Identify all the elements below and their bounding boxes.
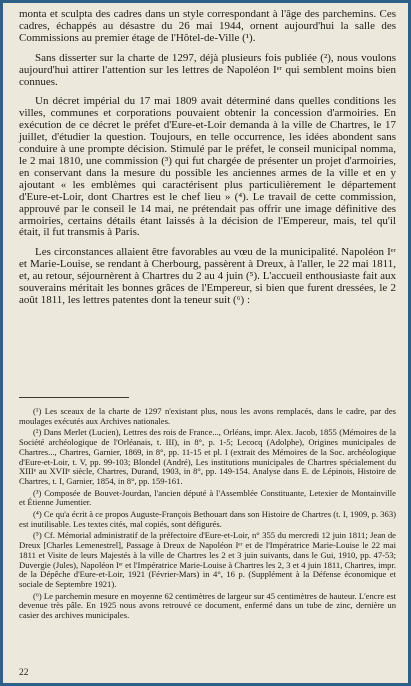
footnote-2: (²) Dans Merlet (Lucien), Lettres des rois de France..., Orléans, impr. Alex. Jacob, 1855 (Mémoires de la Société archéologique de l'Orléanais, t. III), in 8°, p. 1-5; Lecocq (Adolphe), Origines municipales de Chartres..., Chartres, Garnier, 1869, in 8°, pp. 11-15 et pl. I (extrait des Mémoires de la Soc. archéologique d'Eure-et-Loir, t. V, pp. 99-103; Blondel (André), Les institutions municipales de Chartres spécialement du XIIIᵉ au XVIIᵉ siècle, Chartres, Durand, 1903, in 8°, pp. 149-154. Analyse dans E. de Lépinois, Histoire de Chartres, t. I, Garnier, 1854, in 8°, pp. 159-161.	[19, 427, 396, 486]
footnote-divider	[19, 397, 129, 398]
footnotes	[19, 407, 396, 623]
footnote-3: (³) Composée de Bouvet-Jourdan, l'ancien député à l'Assemblée Constituante, Letexier de Montainville et Étienne Jumentier.	[19, 487, 396, 508]
page-number: 22	[19, 668, 29, 678]
paragraph-1: monta et sculpta des cadres dans un style correspondant à l'âge des parchemins. Ces cadres, échappés au désastre du 26 mai 1944, ornent aujourd'hui la salle des Commissions au premier étage de l'Hôtel-de-Ville (¹).	[19, 8, 396, 44]
paragraph-3: Un décret impérial du 17 mai 1809 avait déterminé dans quelles conditions les villes, communes et corporations pouvaient obtenir la concession d'armoiries. En exécution de ce décret le préfet d'Eure-et-Loir demanda à la ville de Chartres, le 17 juillet, d'étudier la question. Toujours, en telle occurrence, les idées abondent sans conduire à une prompte décision. Stimulé par le préfet, le conseil municipal nomma, le 2 mai 1810, une commission (³) qui fut chargée de présenter un projet d'armoiries, en conservant dans la mesure du possible les anciennes armes de la ville et en y ajoutant « les emblèmes qui caractérisent plus particulièrement le département d'Eure-et-Loir, dont Chartres est le chef lieu » (⁴). Le travail de cette commission, approuvé par le conseil le 14 mai, ne prétendait pas offrir une image définitive des armoiries, certains détails étant laissés à la décision de l'Empereur, mais, tel qu'il était, il fut transmis à Paris.	[19, 95, 396, 239]
main-text	[19, 9, 396, 307]
footnote-5: (⁵) Cf. Mémorial administratif de la préfectoire d'Eure-et-Loir, n° 355 du mercredi 12 juin 1811; Jean de Dreux [Charles Lemenestrel], Passage à Dreux de Napoléon Iᵉʳ et de l'Impératrice Marie-Louise le 22 mai 1811 et Visite de leurs Majestés à la ville de Chartres les 2 et 3 juin suivants, dans le Gui, 1910, pp. 47-53; Duvergie (Jules), Napoléon Iᵉʳ et l'Impératrice Marie-Louise à Chartres les 2, 3 et 4 juin 1811, Chartres, impr. de la Dépêche d'Eure-et-Loir, 1921 (Février-Mars) in 4°, 16 p. (Supplément à la Défense économique et sociale de Septembre 1921).	[19, 530, 396, 589]
footnote-1: (¹) Les sceaux de la charte de 1297 n'existant plus, nous les avons remplacés, dans le cadre, par des moulages exécutés aux Archives nationales.	[19, 406, 396, 426]
footnote-4: (⁴) Ce qu'a écrit à ce propos Auguste-François Bethouart dans son Histoire de Chartres (t. I, 1909, p. 363) est inutilisable. Les textes cités, mal copiés, sont défigurés.	[19, 509, 396, 529]
paragraph-2: Sans disserter sur la charte de 1297, déjà plusieurs fois publiée (²), nous voulons aujourd'hui attirer l'attention sur les lettres de Napoléon Iᵉʳ qui semblent moins bien connues.	[19, 51, 396, 88]
footnote-6: (⁶) Le parchemin mesure en moyenne 62 centimètres de largeur sur 45 centimètres de hauteur. L'encre est devenue très pâle. En 1925 nous avons retrouvé ce document, enfermé dans un tube de zinc, dernière un casier des archives municipales.	[19, 590, 396, 621]
paragraph-4: Les circonstances allaient être favorables au vœu de la municipalité. Napoléon Iᵉʳ et Marie-Louise, se rendant à Cherbourg, passèrent à Dreux, à l'aller, le 22 mai 1811, et, au retour, séjournèrent à Chartres du 2 au 4 juin (⁵). L'accueil enthousiaste fait aux souverains méritait les bonnes grâces de l'Empereur, si bien que furent dressées, le 2 août 1811, les lettres patentes dont la teneur suit (⁶) :	[19, 246, 396, 306]
